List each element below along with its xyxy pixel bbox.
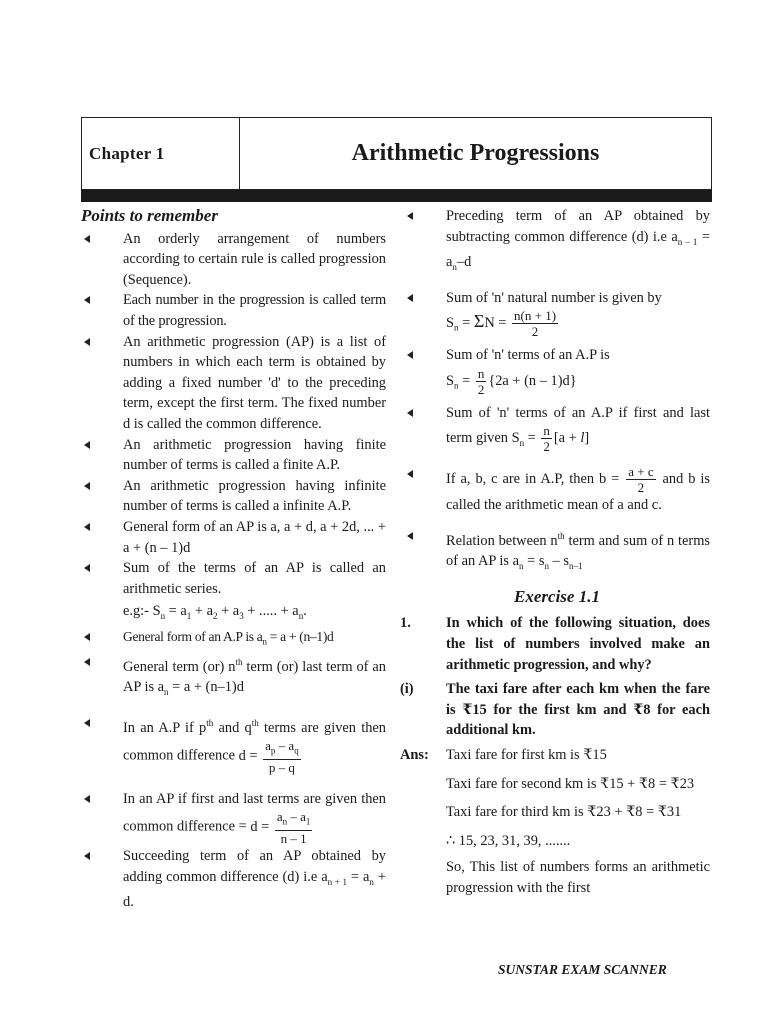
bullet-item: Succeeding term of an AP obtained by adding common difference (d) i.e $a_{n + 1} = a_n + d$. <box>81 846 386 913</box>
bullet-item: In an AP if first and last terms are given then common difference = d = $\frac{a_n - a_1}{n - 1}$ <box>81 789 386 846</box>
footer-brand: SUNSTAR EXAM SCANNER <box>498 962 667 977</box>
bullet-item: Sum of 'n' natural number is given by $S_n = \Sigma N$ = $\frac{n(n + 1)}{2}$ <box>404 288 710 340</box>
answer-line: ∴ 15, 23, 31, 39, ....... <box>446 832 571 849</box>
arrow-bullet-icon <box>84 633 90 641</box>
answer-line: So, This list of numbers forms an arithmetic progression with the first <box>446 859 710 896</box>
bullet-item: If a, b, c are in A.P, then b = $\frac{a + c}{2}$ and b is called the arithmetic mean of a and c. <box>404 464 710 516</box>
bullet-item: An arithmetic progression (AP) is a list of numbers in which each term is obtained by adding a fixed number 'd' to the preceding term, except the first term. The fixed number d is called the common difference. <box>81 332 386 435</box>
arrow-bullet-icon <box>84 523 90 531</box>
header-bar <box>81 190 712 202</box>
answer-line: Taxi fare for second km is ₹15 + ₹8 = ₹23 <box>446 775 695 792</box>
arrow-bullet-icon <box>407 351 413 359</box>
arrow-bullet-icon <box>84 441 90 449</box>
arrow-bullet-icon <box>84 658 90 666</box>
arrow-bullet-icon <box>84 296 90 304</box>
arrow-bullet-icon <box>84 482 90 490</box>
bullet-item: Sum of 'n' terms of an A.P is $S_n$ = $\frac{n}{2}$ {2a + (n – 1)d} <box>404 345 710 397</box>
arrow-bullet-icon <box>407 409 413 417</box>
mean-formula: b = $\frac{a + c}{2}$ <box>599 464 654 496</box>
answer-line: Taxi fare for third km is ₹23 + ₹8 = ₹31 <box>446 804 682 821</box>
points-heading: Points to remember <box>81 206 218 225</box>
chapter-label: Chapter 1 <box>82 118 240 189</box>
ap-sum-formula: $S_n$ = $\frac{n}{2}$ {2a + (n – 1)d} <box>446 365 577 397</box>
exercise-heading: Exercise 1.1 <box>514 586 600 606</box>
bullet-item: An arithmetic progression having finite number of terms is called a finite A.P. <box>81 435 386 476</box>
natural-sum-formula: $S_n = \Sigma N$ = $\frac{n(n + 1)}{2}$ <box>446 308 557 340</box>
bullet-item: Each number in the progression is called term of the progression. <box>81 290 386 331</box>
bullet-item: General form of an AP is a, a + d, a + 2d, ... + a + (n – 1)d <box>81 517 386 558</box>
common-difference-formula: d = $\frac{a_p - a_q}{p - q}$ <box>238 738 299 775</box>
first-last-sum-formula: $S_n$ = $\frac{n}{2}$ [a + l] <box>511 423 590 455</box>
bullet-item: General form of an A.P is $a_n = a + (n-1)d$ <box>81 627 386 652</box>
bullet-item: In an A.P if $p^{th}$ and $q^{th}$ terms are given then common difference d = $\frac{a_p - a_q}{p - q}$ <box>81 713 386 775</box>
arrow-bullet-icon <box>84 564 90 572</box>
bullet-item: Sum of 'n' terms of an A.P if first and last term given $S_n$ = $\frac{n}{2}$ [a + l] <box>404 403 710 455</box>
arrow-bullet-icon <box>407 532 413 540</box>
bullet-item: Sum of the terms of an AP is called an arithmetic series. e.g:- $S_n = a_1 + a_2 + a_3$ + ..... + $a_n$. <box>81 558 386 627</box>
bullet-item: An arithmetic progression having infinite number of terms is called a infinite A.P. <box>81 476 386 517</box>
question-1: 1. In which of the following situation, does the list of numbers involved make an arithmetic progression, and why? <box>400 615 710 673</box>
difference-formula: d = $\frac{a_n - a_1}{n - 1}$ <box>250 809 311 847</box>
question-1-part-i: (i) The taxi fare after each km when the fare is ₹15 for the first km and ₹8 for each additional km. <box>400 681 710 739</box>
bullet-item: An orderly arrangement of numbers according to certain rule is called progression (Sequence). <box>81 229 386 291</box>
arrow-bullet-icon <box>84 719 90 727</box>
right-column <box>400 206 710 898</box>
left-column <box>81 206 386 913</box>
chapter-title: Arithmetic Progressions <box>351 140 600 166</box>
answer: Ans: Taxi fare for first km is ₹15 <box>400 746 607 763</box>
bullet-item: Preceding term of an AP obtained by subtracting common difference (d) i.e $a_{n - 1} = a_n-d$ <box>404 206 710 278</box>
arrow-bullet-icon <box>84 338 90 346</box>
arrow-bullet-icon <box>84 852 90 860</box>
series-example: e.g:- $S_n = a_1 + a_2 + a_3$ + ..... + $a_n$. <box>123 603 307 622</box>
arrow-bullet-icon <box>407 470 413 478</box>
bullet-item: General term (or) $n^{th}$ term (or) last term of an AP is $a_n = a + (n-1)d$ <box>81 652 386 703</box>
bullet-item: Relation between $n^{th}$ term and sum of n terms of an AP is $a_n = s_n - s_{n-1}$ <box>404 526 710 577</box>
arrow-bullet-icon <box>407 212 413 220</box>
arrow-bullet-icon <box>407 294 413 302</box>
arrow-bullet-icon <box>84 235 90 243</box>
chapter-header <box>81 117 712 190</box>
arrow-bullet-icon <box>84 795 90 803</box>
